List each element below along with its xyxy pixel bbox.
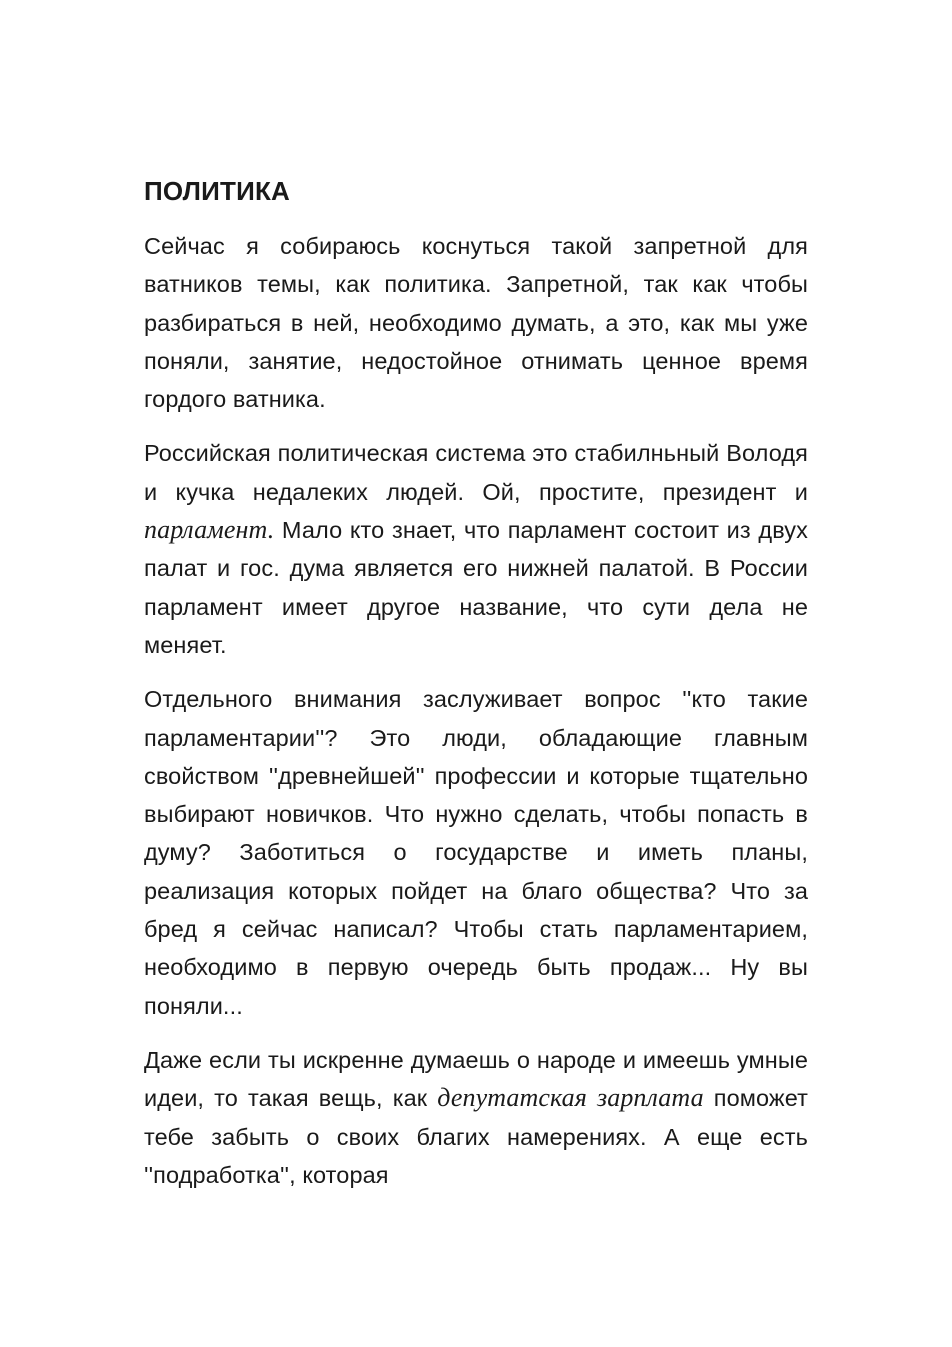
paragraph-text: Мало кто знает, что парламент состоит из двух палат и гос. дума является его нижней палатой. В России парламент имеет другое название, что сути дела не меняет. (144, 517, 808, 658)
paragraph-text: поможет тебе забыть о своих благих намерениях. А еще есть ''подработка'', которая (144, 1085, 809, 1188)
paragraph-text: Сейчас я собираюсь коснуться такой запретной для ватников темы, как политика. Запретной, так как чтобы разбираться в ней, необходимо думать, а это, как мы уже поняли, занятие, недостойное отнимать ценное время гордого ватника. (144, 233, 808, 413)
section-title: ПОЛИТИКА (144, 176, 291, 206)
emphasis-text: парламент. (144, 515, 275, 545)
paragraph-4 (144, 1041, 808, 1194)
paragraph-text: Даже если ты искренне думаешь о народе и имеешь умные идеи, то такая вещь, как (144, 1046, 808, 1112)
paragraph-3 (144, 680, 808, 1025)
paragraph-2 (144, 434, 808, 664)
emphasis-text: депутатская зарплата (437, 1083, 704, 1113)
paragraph-text: Российская политическая система это стабилньный Володя и кучка недалеких людей. Ой, простите, президент и (144, 440, 808, 505)
paragraph-text: Отдельного внимания заслуживает вопрос ''кто такие парламентарии''? Это люди, обладающие главным свойством ''древнейшей'' профессии и которые тщательно выбирают новичков. Что нужно сделать, чтобы попасть в думу? Заботиться о государстве и иметь планы, реализация которых пойдет на благо общества? Что за бред я сейчас написал? Чтобы стать парламентарием, необходимо в первую очередь быть продаж... Ну вы поняли... (144, 686, 808, 1019)
paragraph-1 (144, 227, 808, 418)
document-page (144, 172, 808, 1210)
